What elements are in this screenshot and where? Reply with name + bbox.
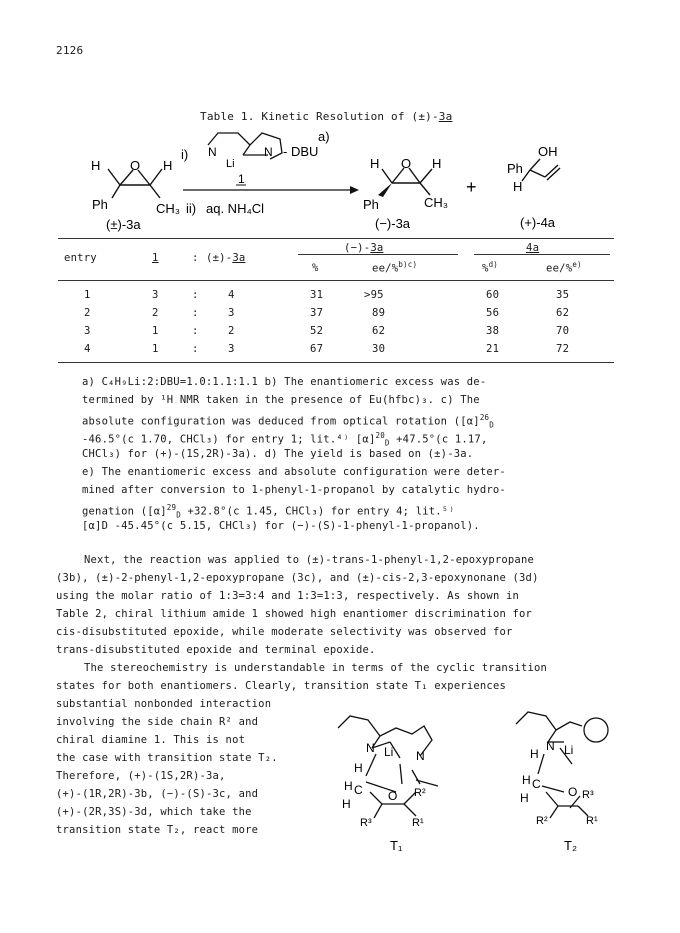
cell-colon: : <box>192 289 199 301</box>
start-h-left: H <box>91 158 101 173</box>
reagent-dbu: - DBU <box>283 144 319 159</box>
footnote-sub: D <box>384 438 390 448</box>
footnote-line: a) C₄H₉Li:2:DBU=1.0:1.1:1.1 b) The enantiomeric excess was de- <box>82 376 487 388</box>
cell-colon: : <box>192 307 199 319</box>
reaction-scheme <box>0 125 680 235</box>
header-colon: : <box>192 252 199 264</box>
body-line: (+)-(1R,2R)-3b, (−)-(S)-3c, and <box>56 788 259 800</box>
header-ee2-label: ee/% <box>546 262 573 275</box>
header-epoxide: (±)-3a <box>206 252 246 264</box>
body-line: Next, the reaction was applied to (±)-trans-1-phenyl-1,2-epoxypropane <box>84 554 534 566</box>
table-header-rule <box>58 280 614 281</box>
t2-r1: R¹ <box>586 815 598 827</box>
cell-entry: 3 <box>84 325 91 337</box>
footnote-line: e) The enantiomeric excess and absolute configuration were deter- <box>82 466 506 478</box>
body-line: states for both enantiomers. Clearly, transition state T₁ experiences <box>56 680 506 692</box>
product1-h-right: H <box>432 156 442 171</box>
footnote-sup: 29 <box>166 503 177 512</box>
cell-ee-4a: 35 <box>556 289 570 301</box>
reagent-li: Li <box>226 158 235 170</box>
footnote-line: mined after conversion to 1-phenyl-1-propanol by catalytic hydro- <box>82 484 506 496</box>
t1-r3: R³ <box>360 817 372 829</box>
table-title-text: Table 1. Kinetic Resolution of (±)- <box>200 110 439 123</box>
footnote-line: CHCl₃) for (+)-(1S,2R)-3a). d) The yield is based on (±)-3a. <box>82 448 474 460</box>
page-number: 2126 <box>56 44 84 57</box>
cell-yield-4a: 38 <box>486 325 500 337</box>
cell-epoxide: 4 <box>228 289 235 301</box>
workup-reagent: aq. NH₄Cl <box>206 201 265 216</box>
footnote-text: +47.5°(c 1.17, <box>389 433 488 446</box>
body-line: chiral diamine 1. This is not <box>56 734 246 746</box>
body-line: trans-disubstituted epoxide and terminal epoxide. <box>56 644 376 656</box>
body-line: using the molar ratio of 1:3=3:4 and 1:3=1:3, respectively. As shown in <box>56 590 520 602</box>
footnote-text: absolute configuration was deduced from optical rotation ([α] <box>82 415 480 428</box>
footnote-sup: 20 <box>375 431 385 440</box>
product1-label: (−)-3a <box>375 216 411 231</box>
transition-state-figure <box>320 700 680 860</box>
t2-o: O <box>568 785 578 799</box>
product2-h: H <box>513 179 523 194</box>
product1-h-left: H <box>370 156 380 171</box>
cell-yield-3a: 37 <box>310 307 324 319</box>
t2-h2: H <box>520 791 529 805</box>
header-ee1 <box>372 260 417 275</box>
header-amide: 1 <box>152 252 159 264</box>
product1-ph: Ph <box>363 197 379 212</box>
product1-ch3: CH₃ <box>424 195 449 210</box>
reagent-note: a) <box>318 129 330 144</box>
t1-r2: R² <box>414 787 426 799</box>
cell-amide: 1 <box>152 343 159 355</box>
footnote-text: +32.8°(c 1.45, CHCl₃) for entry 4; lit.⁵⁾ <box>180 505 455 518</box>
body-line: the case with transition state T₂. <box>56 752 278 764</box>
footnote-sub: D <box>176 510 181 520</box>
cell-yield-4a: 56 <box>486 307 500 319</box>
t2-label: T₂ <box>564 838 577 853</box>
reagent-number: 1 <box>238 172 245 186</box>
t1-h: H <box>354 761 363 775</box>
body-line: (3b), (±)-2-phenyl-1,2-epoxypropane (3c), and (±)-cis-2,3-epoxynonane (3d) <box>56 572 539 584</box>
plus-sign: + <box>466 177 477 197</box>
body-line: substantial nonbonded interaction <box>56 698 272 710</box>
body-line: involving the side chain R² and <box>56 716 259 728</box>
body-line: Table 2, chiral lithium amide 1 showed high enantiomer discrimination for <box>56 608 533 620</box>
t2-r2: R² <box>536 815 548 827</box>
body-line: transition state T₂, react more <box>56 824 259 836</box>
t1-h2: H <box>342 797 351 811</box>
header-ee1-label: ee/% <box>372 262 399 275</box>
cell-amide: 3 <box>152 289 159 301</box>
product1-o: O <box>401 156 412 171</box>
header-group1: (−)-3a <box>344 242 384 254</box>
t1-li: Li <box>384 745 394 759</box>
footnote-line: [α]D -45.45°(c 5.15, CHCl₃) for (−)-(S)-1-phenyl-1-propanol). <box>82 520 480 532</box>
product1-structure <box>382 168 432 195</box>
cell-ee-4a: 72 <box>556 343 570 355</box>
t2-li: Li <box>564 743 574 757</box>
start-o: O <box>130 158 141 173</box>
reaction-arrowhead <box>350 186 359 194</box>
product1-wedge <box>378 183 392 197</box>
t1-n2: N <box>416 749 425 763</box>
t1-n1: N <box>366 741 375 755</box>
header-group2: 4a <box>526 242 540 254</box>
cell-epoxide: 3 <box>228 343 235 355</box>
t2-h-c: H <box>522 773 531 787</box>
table-title <box>200 110 452 123</box>
product2-oh: OH <box>538 144 558 159</box>
cell-yield-3a: 67 <box>310 343 324 355</box>
cell-yield-4a: 60 <box>486 289 500 301</box>
t2-structure <box>516 712 608 818</box>
start-h-right: H <box>163 158 173 173</box>
t1-r1: R¹ <box>412 817 424 829</box>
header-yield2-label: % <box>482 262 489 275</box>
product2-label: (+)-4a <box>520 215 556 230</box>
product2-ph: Ph <box>507 161 523 176</box>
cell-yield-3a: 31 <box>310 289 324 301</box>
t1-o: O <box>388 789 398 803</box>
cell-colon: : <box>192 325 199 337</box>
product2-structure <box>522 159 560 181</box>
t1-c: C <box>354 783 363 797</box>
t2-r3: R³ <box>582 789 594 801</box>
footnote-text: -46.5°(c 1.70, CHCl₃) for entry 1; lit.⁴⁾ [α] <box>82 433 376 446</box>
t2-h: H <box>530 747 539 761</box>
header-yield1: % <box>312 262 319 274</box>
start-epoxide-structure <box>108 169 162 198</box>
footnote-line: termined by ¹H NMR taken in the presence of Eu(hfbc)₃. c) The <box>82 394 480 406</box>
cell-ee-3a: 89 <box>372 307 386 319</box>
t1-h-c: H <box>344 779 353 793</box>
body-line: Therefore, (+)-(1S,2R)-3a, <box>56 770 226 782</box>
cell-ee-3a: 62 <box>372 325 386 337</box>
cell-yield-4a: 21 <box>486 343 500 355</box>
footnote-sup: 26 <box>479 413 490 422</box>
cell-epoxide: 3 <box>228 307 235 319</box>
cell-amide: 2 <box>152 307 159 319</box>
cell-ee-4a: 70 <box>556 325 570 337</box>
body-line: cis-disubstituted epoxide, while moderate selectivity was observed for <box>56 626 513 638</box>
footnote-sub: D <box>489 420 494 430</box>
table-top-rule <box>58 238 614 239</box>
step-i: i) <box>181 147 189 162</box>
table-title-compound: 3a <box>438 110 453 123</box>
cell-colon: : <box>192 343 199 355</box>
body-line: The stereochemistry is understandable in terms of the cyclic transition <box>84 662 548 674</box>
cell-yield-3a: 52 <box>310 325 324 337</box>
table-bottom-rule <box>58 362 614 363</box>
cell-ee-3a: 30 <box>372 343 386 355</box>
start-label: (±)-3a <box>106 217 141 232</box>
group2-rule <box>474 254 610 255</box>
cell-entry: 2 <box>84 307 91 319</box>
t1-label: T₁ <box>390 838 403 853</box>
step-ii: ii) <box>186 201 197 216</box>
reagent-n2: N <box>264 145 273 159</box>
header-yield2 <box>482 260 498 275</box>
start-ch3: CH₃ <box>156 201 181 216</box>
t2-n: N <box>546 739 555 753</box>
header-yield2-sup: d) <box>488 260 499 269</box>
header-entry: entry <box>64 252 97 264</box>
header-ee2 <box>546 260 582 275</box>
cell-epoxide: 2 <box>228 325 235 337</box>
cell-ee-4a: 62 <box>556 307 570 319</box>
cell-ee-3a: >95 <box>364 289 384 301</box>
cell-entry: 4 <box>84 343 91 355</box>
t2-c: C <box>532 777 541 791</box>
start-ph: Ph <box>92 197 108 212</box>
header-ee1-sup: b)c) <box>398 260 418 269</box>
footnote-text: genation ([α] <box>82 505 167 518</box>
group1-rule <box>298 254 458 255</box>
body-line: (+)-(2R,3S)-3d, which take the <box>56 806 252 818</box>
reagent-n1: N <box>208 145 217 159</box>
cell-entry: 1 <box>84 289 91 301</box>
cell-amide: 1 <box>152 325 159 337</box>
header-ee2-sup: e) <box>572 260 582 269</box>
